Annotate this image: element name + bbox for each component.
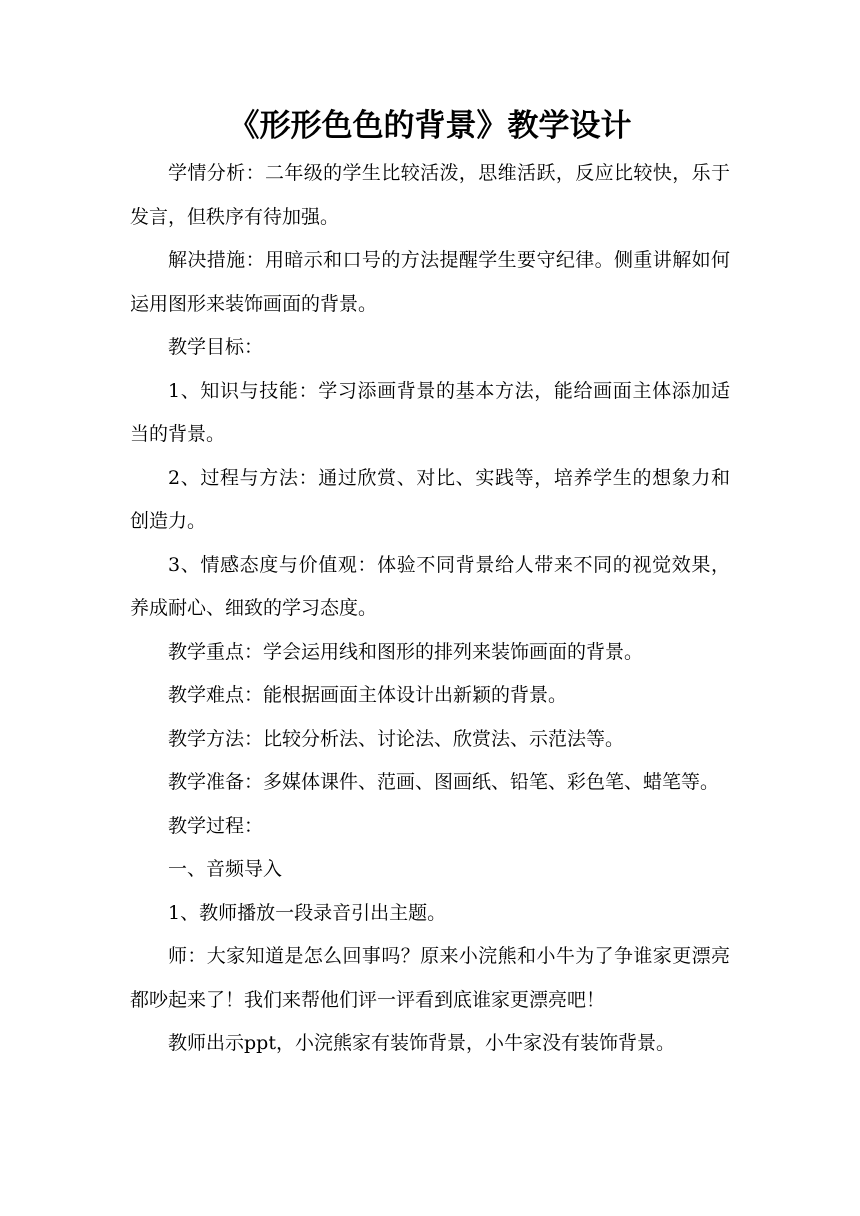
paragraph-solutions: 解决措施：用暗示和口号的方法提醒学生要守纪律。侧重讲解如何运用图形来装饰画面的背景。 bbox=[130, 249, 730, 315]
paragraph-step-recording: 1、教师播放一段录音引出主题。 bbox=[168, 901, 447, 924]
paragraph-goal-attitude: 3、情感态度与价值观：体验不同背景给人带来不同的视觉效果，养成耐心、细致的学习态度。 bbox=[130, 553, 730, 619]
document-title: 《形形色色的背景》教学设计 bbox=[228, 108, 632, 144]
paragraph-process-heading: 教学过程： bbox=[168, 814, 264, 837]
paragraph-preparation: 教学准备：多媒体课件、范画、图画纸、铅笔、彩色笔、蜡笔等。 bbox=[168, 771, 720, 793]
paragraph-student-analysis: 学情分析：二年级的学生比较活泼，思维活跃，反应比较快，乐于发言，但秩序有待加强。 bbox=[130, 162, 730, 228]
paragraph-goal-process: 2、过程与方法：通过欣赏、对比、实践等，培养学生的想象力和创造力。 bbox=[130, 466, 730, 532]
paragraph-teaching-goals: 教学目标： bbox=[168, 336, 264, 358]
paragraph-difficulties: 教学难点：能根据画面主体设计出新颖的背景。 bbox=[168, 684, 568, 706]
paragraph-key-points: 教学重点：学会运用线和图形的排列来装饰画面的背景。 bbox=[168, 640, 644, 663]
paragraph-teacher-dialogue: 师：大家知道是怎么回事吗？原来小浣熊和小牛为了争谁家更漂亮都吵起来了！我们来帮他们评一评看到底谁家更漂亮吧！ bbox=[130, 945, 730, 1011]
paragraph-methods: 教学方法：比较分析法、讨论法、欣赏法、示范法等。 bbox=[168, 727, 625, 750]
paragraph-section-audio-intro: 一、音频导入 bbox=[168, 858, 283, 880]
paragraph-goal-knowledge: 1、知识与技能：学习添画背景的基本方法，能给画面主体添加适当的背景。 bbox=[130, 379, 730, 445]
document-body bbox=[130, 152, 730, 1066]
paragraph-ppt-display: 教师出示ppt，小浣熊家有装饰背景，小牛家没有装饰背景。 bbox=[168, 1032, 675, 1054]
